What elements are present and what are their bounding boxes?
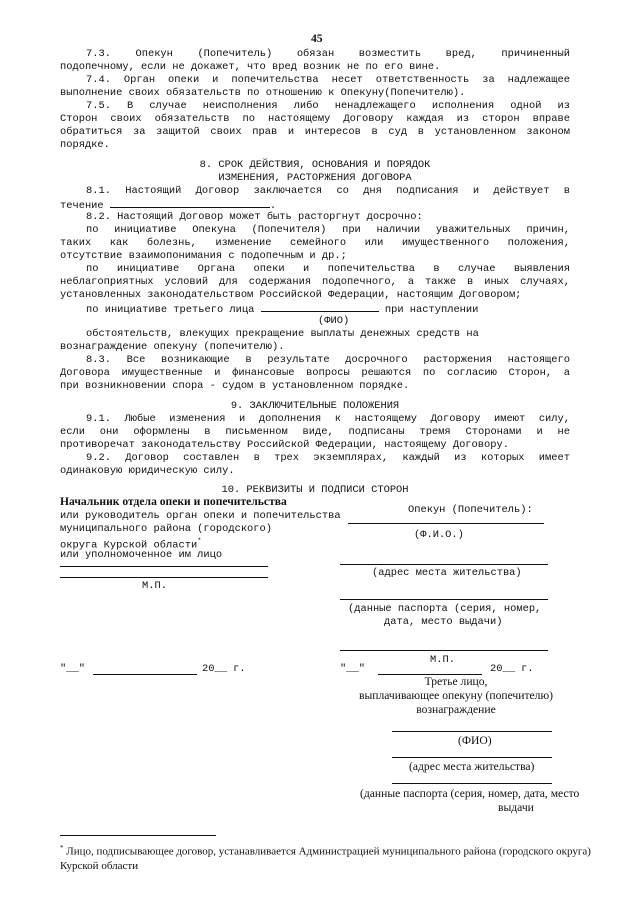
page-number: 45 <box>311 32 323 45</box>
section-10-heading: 10. РЕКВИЗИТЫ И ПОДПИСИ СТОРОН <box>221 484 409 496</box>
left-date-quote: "__" <box>60 663 85 675</box>
left-date-blank <box>93 674 197 675</box>
clause-9-2-line-2: одинаковую юридическую силу. <box>60 465 235 477</box>
third-party-address-line <box>392 757 552 758</box>
third-party-line-2: выплачивающее опекуну (попечителю) <box>358 689 553 702</box>
clause-8-1-line-2: течение . <box>60 200 277 212</box>
clause-7-5-line-4: порядке. <box>60 139 110 151</box>
left-date-year: 20__ г. <box>202 663 246 675</box>
guardian-passport-line <box>340 599 548 600</box>
clause-8-2-line-5: по инициативе Органа опеки и попечительства в случае выявления <box>86 263 570 275</box>
clause-8-2-line-10: вознаграждение опекуну (попечителю). <box>60 341 285 353</box>
clause-7-3-line-1: 7.3. Опекун (Попечитель) обязан возместить вред, причиненный <box>86 48 570 60</box>
guardian-name-line <box>348 523 544 524</box>
clause-7-4-line-1: 7.4. Орган опеки и попечительства несет ответственность за надлежащее <box>86 74 570 86</box>
left-party-line-5: или уполномоченное им лицо <box>60 549 223 561</box>
clause-8-2-line-3: таких как болезнь, изменение семейного или имущественного положения, <box>60 237 570 249</box>
guardian-passport-caption-1: (данные паспорта (серия, номер, <box>348 603 542 615</box>
clause-8-2-intro: 8.2. Настоящий Договор может быть расторгнут досрочно: <box>86 211 423 223</box>
footnote-separator <box>60 835 216 836</box>
guardian-address-line <box>340 564 548 565</box>
guardian-address-caption: (адрес места жительства) <box>372 567 522 579</box>
third-party-name-line <box>392 731 552 732</box>
third-party-passport-line <box>392 783 552 784</box>
right-date-year: 20__ г. <box>490 663 534 675</box>
clause-8-2-line-9: обстоятельств, влекущих прекращение выплаты денежных средств на <box>86 328 479 340</box>
left-party-line-2: или руководитель орган опеки и попечительства <box>60 510 341 522</box>
footnote-text: * Лицо, подписывающее договор, устанавливается Администрацией муниципального района (городского округа) Курской области <box>60 844 591 872</box>
clause-8-3-line-2: Договора имущественные и финансовые вопросы решаются по согласию Сторон, а <box>60 367 570 379</box>
third-party-line-3: вознаграждение <box>416 703 496 716</box>
clause-7-5-line-2: Сторон своих обязательств по настоящему Договору каждая из сторон вправе <box>60 113 570 125</box>
clause-7-5-line-1: 7.5. В случае неисполнения либо ненадлежащего исполнения одной из <box>86 100 570 112</box>
fio-caption: (ФИО) <box>318 315 350 327</box>
clause-9-1-line-1: 9.1. Любые изменения и дополнения к настоящему Договору имеют силу, <box>86 413 570 425</box>
section-8-heading-line-1: 8. СРОК ДЕЙСТВИЯ, ОСНОВАНИЯ И ПОРЯДОК <box>199 159 431 171</box>
left-party-line-3: муниципального района (городского) <box>60 523 273 535</box>
clause-8-2-line-4: отсутствие взаимопонимания с подопечным и др.; <box>60 250 347 262</box>
clause-8-2-line-7: установленных законодательством Российской Федерации, настоящим Договором; <box>60 289 522 301</box>
left-party-line-4: округа Курской области* <box>60 538 202 552</box>
third-party-passport-caption-2: выдачи <box>498 801 534 814</box>
left-seal-label: М.П. <box>142 580 167 592</box>
guardian-signature-line <box>340 650 548 651</box>
third-party-fio-caption: (ФИО) <box>458 734 492 747</box>
left-signature-line-2 <box>60 577 268 578</box>
clause-7-3-line-2: подопечному, если не докажет, что вред возник не по его вине. <box>60 61 441 73</box>
guardian-seal-label: М.П. <box>430 654 455 666</box>
third-party-passport-caption-1: (данные паспорта (серия, номер, дата, место <box>360 787 580 800</box>
left-party-title: Начальник отдела опеки и попечительства <box>60 495 287 508</box>
right-date-quote: "__" <box>340 663 365 675</box>
third-party-blank-field <box>261 302 379 312</box>
term-blank-field <box>110 198 270 208</box>
left-signature-line-1 <box>60 566 268 567</box>
clause-8-3-line-3: при возникновении спора - судом в установленном порядке. <box>60 380 410 392</box>
clause-7-4-line-2: выполнение своих обязательств по отношению к Опекуну(Попечителю). <box>60 87 466 99</box>
clause-8-1-line-1: 8.1. Настоящий Договор заключается со дня подписания и действует в <box>86 185 570 197</box>
third-party-title: Третье лицо, <box>424 675 488 688</box>
third-party-address-caption: (адрес места жительства) <box>409 760 535 773</box>
section-8-heading-line-2: ИЗМЕНЕНИЯ, РАСТОРЖЕНИЯ ДОГОВОРА <box>218 172 412 184</box>
guardian-fio-caption: (Ф.И.О.) <box>414 529 464 541</box>
guardian-passport-caption-2: дата, место выдачи) <box>384 616 503 628</box>
clause-9-1-line-3: противоречат законодательству Российской Федерации, настоящему Договору. <box>60 439 509 451</box>
clause-9-1-line-2: если они оформлены в письменном виде, подписаны тремя Сторонами и не <box>60 426 570 438</box>
clause-9-2-line-1: 9.2. Договор составлен в трех экземплярах, каждый из которых имеет <box>86 452 570 464</box>
clause-7-5-line-3: обратиться за защитой своих прав и интересов в суд в установленном законом <box>60 126 570 138</box>
clause-8-2-line-2: по инициативе Опекуна (Попечителя) при наличии уважительных причин, <box>86 224 570 236</box>
clause-8-2-line-8: по инициативе третьего лица при наступлении <box>86 304 479 316</box>
clause-8-3-line-1: 8.3. Все возникающие в результате досрочного расторжения настоящего <box>86 354 570 366</box>
clause-8-2-line-6: неблагоприятных условий для содержания подопечного, а также в иных случаях, <box>60 276 570 288</box>
guardian-title: Опекун (Попечитель): <box>408 504 533 516</box>
section-9-heading: 9. ЗАКЛЮЧИТЕЛЬНЫЕ ПОЛОЖЕНИЯ <box>230 400 400 412</box>
